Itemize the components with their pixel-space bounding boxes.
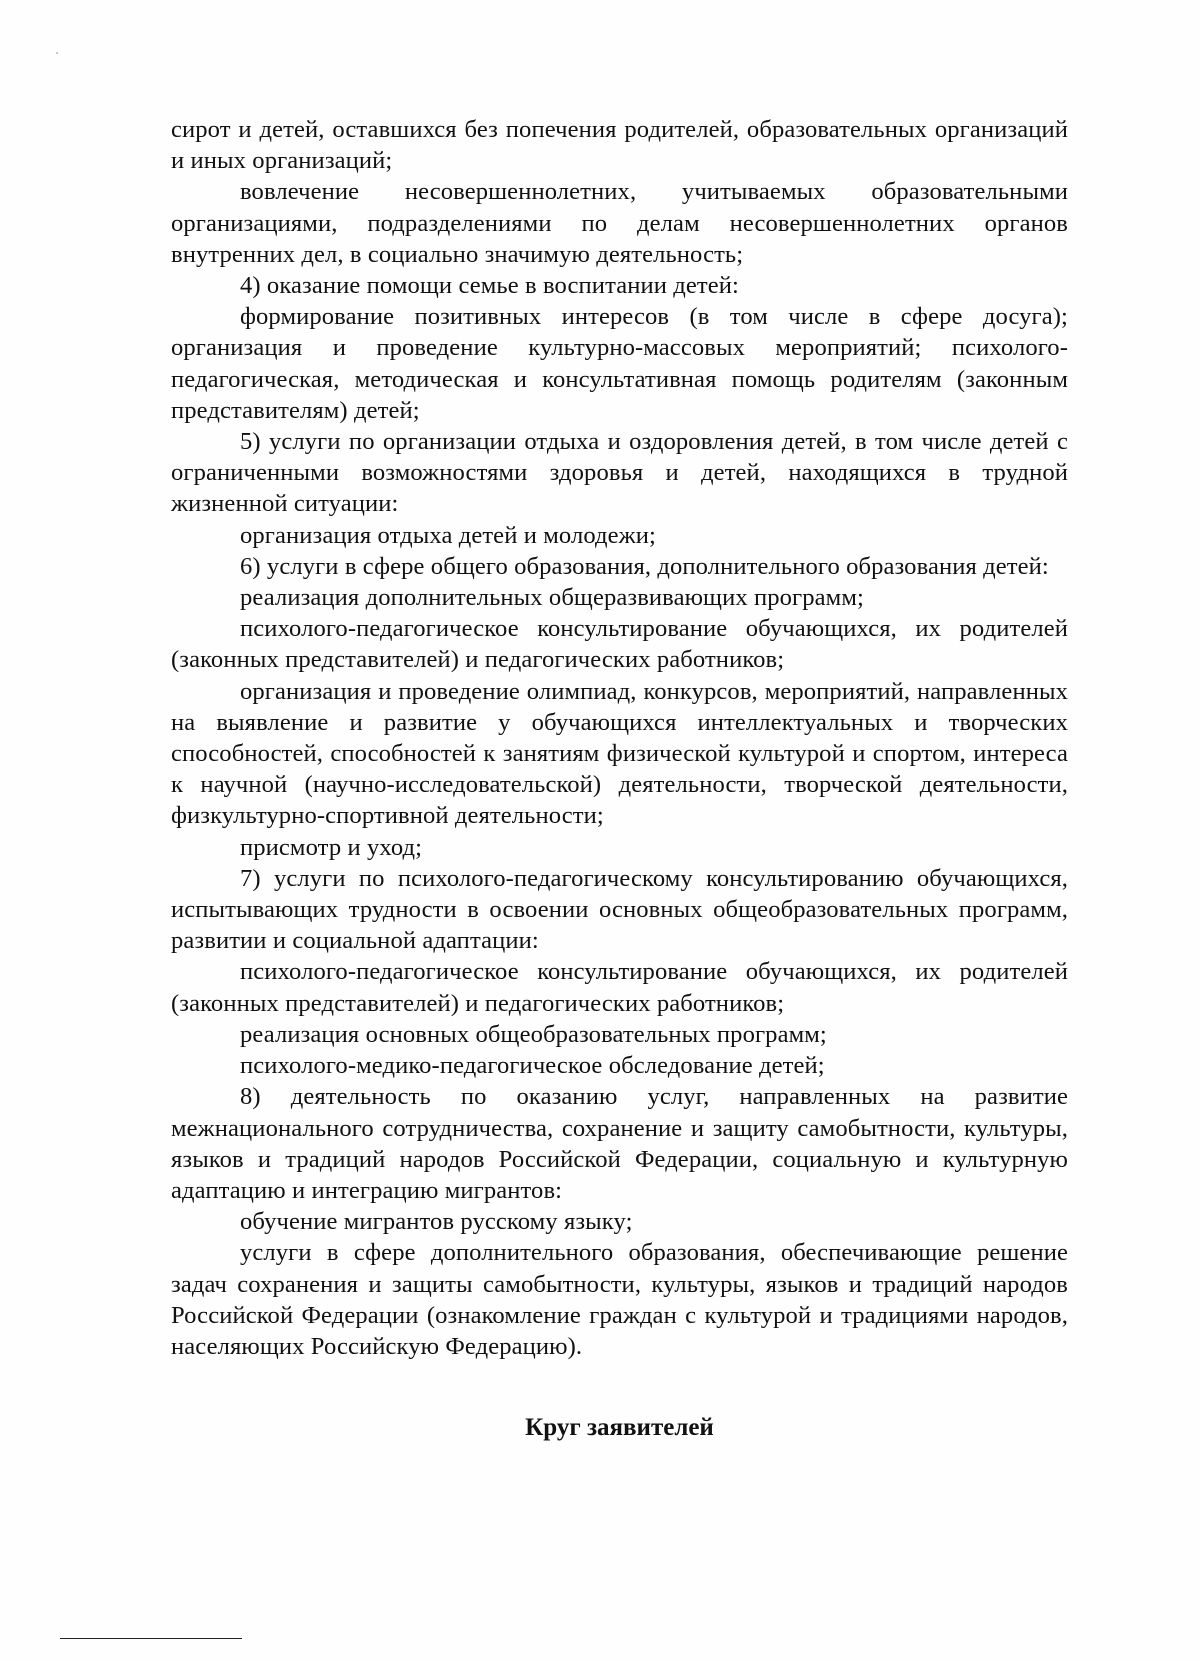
paragraph: 5) услуги по организации отдыха и оздоровления детей, в том числе детей с ограниченными возможностями здоровья и детей, находящихся в трудной жизненной ситуации: [171, 428, 1068, 518]
paragraph: организация и проведение олимпиад, конкурсов, мероприятий, направленных на выявление и развитие у обучающихся интеллектуальных и творческих способностей, способностей к занятиям физической культурой и спортом, интереса к научной (научно-исследовательской) деятельности, творческой деятельности, физкультурно-спортивной деятельности; [171, 677, 1068, 830]
paragraph: психолого-медико-педагогическое обследование детей; [240, 1052, 825, 1080]
section-heading: Круг заявителей [525, 1414, 714, 1441]
paragraph: формирование позитивных интересов (в том числе в сфере досуга); организация и проведение культурно-массовых мероприятий; психолого-педагогическая, методическая и консультативная помощь родителям (законным представителям) детей; [171, 303, 1068, 424]
document-body [171, 114, 1068, 1362]
paragraph: присмотр и уход; [240, 833, 423, 861]
paragraph: психолого-педагогическое консультирование обучающихся, их родителей (законных представителей) и педагогических работников; [171, 615, 1068, 674]
paragraph: 7) услуги по психолого-педагогическому консультированию обучающихся, испытывающих трудности в освоении основных общеобразовательных программ, развитии и социальной адаптации: [171, 864, 1068, 955]
paragraph: реализация дополнительных общеразвивающих программ; [240, 584, 864, 612]
paragraph: обучение мигрантов русскому языку; [240, 1208, 633, 1236]
footnote-separator [60, 1638, 242, 1639]
paragraph: 8) деятельность по оказанию услуг, направленных на развитие межнационального сотрудничества, сохранение и защиту самобытности, культуры, языков и традиций народов Российской Федерации, социальную и культурную адаптацию и интеграцию мигрантов: [171, 1083, 1068, 1204]
paragraph: реализация основных общеобразовательных программ; [240, 1020, 827, 1048]
paragraph: организация отдыха детей и молодежи; [240, 521, 656, 549]
paragraph: 4) оказание помощи семье в воспитании детей: [240, 272, 739, 300]
paragraph: вовлечение несовершеннолетних, учитываемых образовательными организациями, подразделениями по делам несовершеннолетних органов внутренних дел, в социально значимую деятельность; [171, 178, 1068, 268]
paragraph: психолого-педагогическое консультирование обучающихся, их родителей (законных представителей) и педагогических работников; [171, 958, 1068, 1017]
paragraph: 6) услуги в сфере общего образования, дополнительного образования детей: [240, 552, 1049, 580]
paragraph: услуги в сфере дополнительного образования, обеспечивающие решение задач сохранения и защиты самобытности, культуры, языков и традиций народов Российской Федерации (ознакомление граждан с культурой и традициями народов, населяющих Российскую Федерацию). [171, 1239, 1068, 1360]
scan-speck [56, 52, 58, 54]
paragraph: сирот и детей, оставшихся без попечения родителей, образовательных организаций и иных организаций; [171, 116, 1068, 175]
